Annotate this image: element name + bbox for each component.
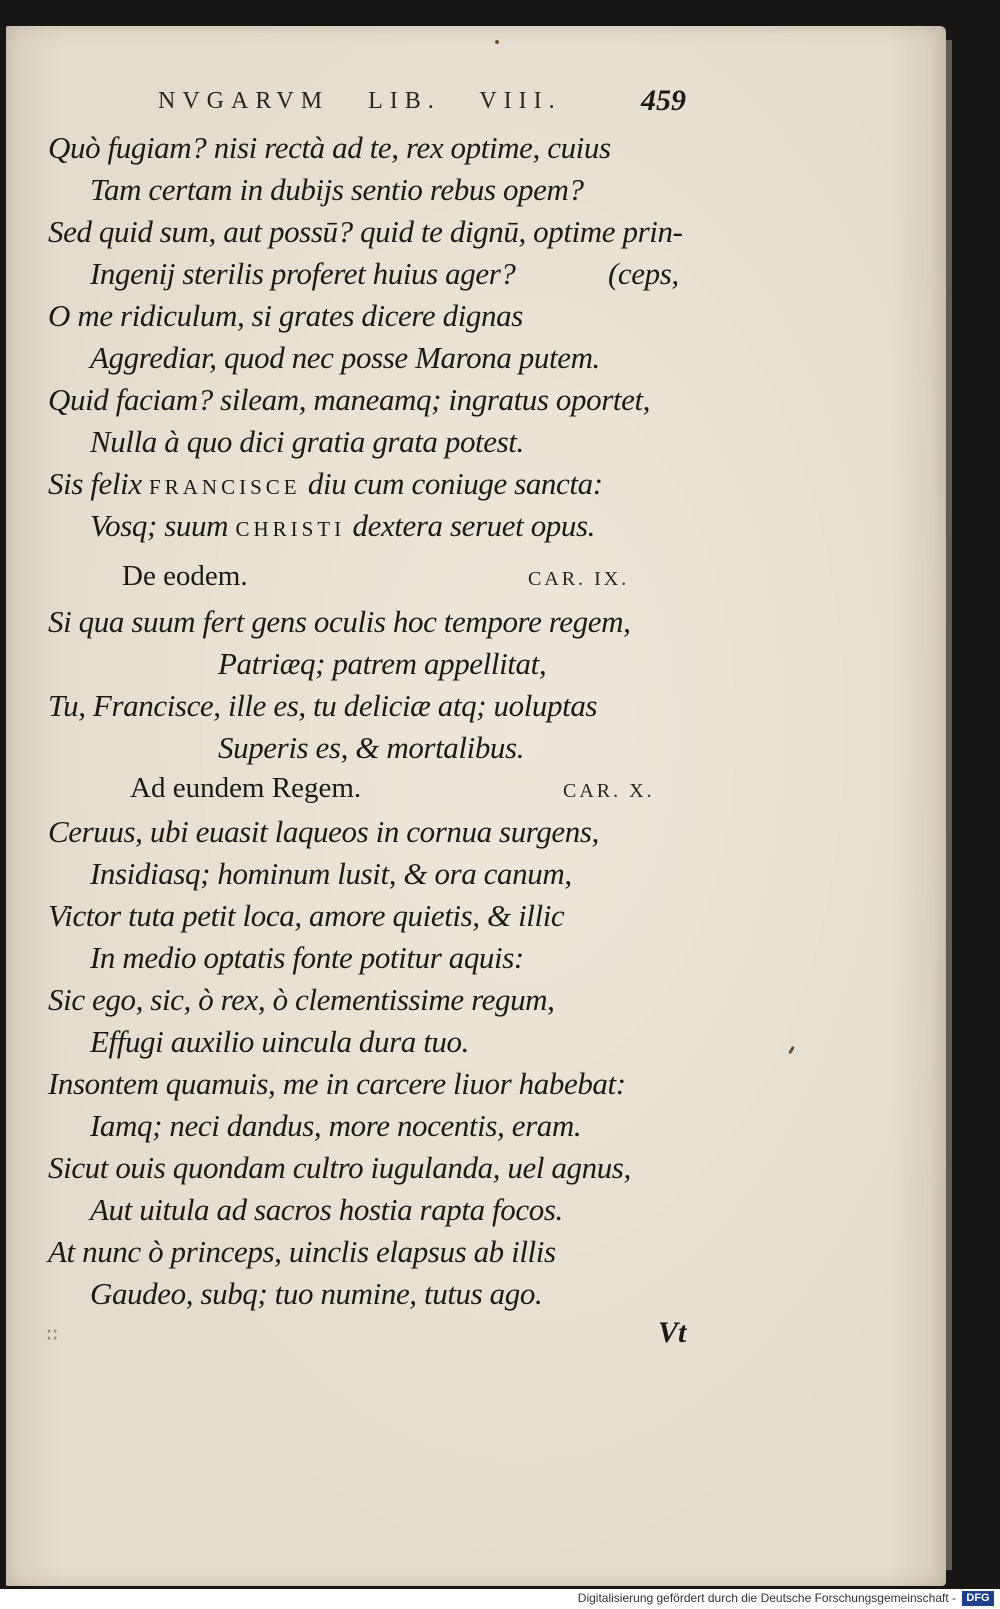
verse-line: Sic ego, sic, ò rex, ò clementissime regum,	[48, 982, 555, 1017]
verse-line: Nulla à quo dici gratia grata potest.	[90, 424, 524, 459]
poem-title: De eodem.	[122, 560, 248, 592]
verse-line: Gaudeo, subq; tuo numine, tutus ago.	[90, 1276, 543, 1311]
verse-line-overflow: (ceps,	[608, 256, 679, 291]
verse-line: Tam certam in dubijs sentio rebus opem?	[90, 172, 584, 207]
poem-title: Ad eundem Regem.	[130, 772, 362, 804]
verse-line: Ceruus, ubi euasit laqueos in cornua surgens,	[48, 814, 599, 849]
verse-line: Quò fugiam? nisi rectà ad te, rex optime, cuius	[48, 130, 611, 165]
verse-segment: Sis felix	[48, 466, 150, 501]
verse-line: Superis es, & mortalibus.	[218, 730, 525, 765]
verse-line: Tu, Francisce, ille es, tu deliciæ atq; uoluptas	[48, 688, 598, 723]
verse-line: Si qua suum fert gens oculis hoc tempore regem,	[48, 604, 631, 639]
bleed-through-mark: ∷	[46, 1325, 59, 1348]
verse-line: In medio optatis fonte potitur aquis:	[90, 940, 524, 975]
verse-line: Sicut ouis quondam cultro iugulanda, uel agnus,	[48, 1150, 631, 1185]
name-small-caps: CHRISTI	[235, 517, 346, 541]
verse-line: Quid faciam? sileam, maneamq; ingratus oportet,	[48, 382, 651, 417]
catchword: Vt	[658, 1316, 687, 1349]
verse-line: Patriæq; patrem appellitat,	[218, 646, 547, 681]
poem-number: CAR. IX.	[528, 568, 630, 590]
verse-line: Iamq; neci dandus, more nocentis, eram.	[90, 1108, 582, 1143]
poem-number: CAR. X.	[563, 780, 655, 802]
verse-line	[90, 508, 595, 544]
page-number: 459	[641, 84, 686, 117]
verse-line: Ingenij sterilis proferet huius ager?	[90, 256, 516, 291]
verse-line	[48, 466, 603, 502]
verse-segment: Vosq; suum	[90, 508, 236, 543]
verse-line: At nunc ò princeps, uinclis elapsus ab illis	[48, 1234, 556, 1269]
running-head: NVGARVM LIB. VIII.	[158, 88, 562, 114]
page-header	[158, 84, 698, 120]
verse-line: Aggrediar, quod nec posse Marona putem.	[90, 340, 600, 375]
verse-line: Effugi auxilio uincula dura tuo.	[90, 1024, 469, 1059]
page-edge	[946, 40, 952, 1570]
verse-line: Aut uitula ad sacros hostia rapta focos.	[90, 1192, 563, 1227]
verse-segment: diu cum coniuge sancta:	[300, 466, 603, 501]
verse-line: Insontem quamuis, me in carcere liuor habebat:	[48, 1066, 626, 1101]
verse-line: Insidiasq; hominum lusit, & ora canum,	[90, 856, 572, 891]
verse-line: O me ridiculum, si grates dicere dignas	[48, 298, 523, 333]
verse-line: Sed quid sum, aut possū? quid te dignū, optime prin-	[48, 214, 683, 249]
verse-segment: dextera seruet opus.	[345, 508, 596, 543]
digitization-credit: Digitalisierung gefördert durch die Deutsche Forschungsgemeinschaft -	[577, 1591, 956, 1605]
dfg-logo: DFG	[962, 1591, 994, 1606]
verse-line: Victor tuta petit loca, amore quietis, & illic	[48, 898, 565, 933]
name-small-caps: FRANCISCE	[149, 475, 301, 499]
